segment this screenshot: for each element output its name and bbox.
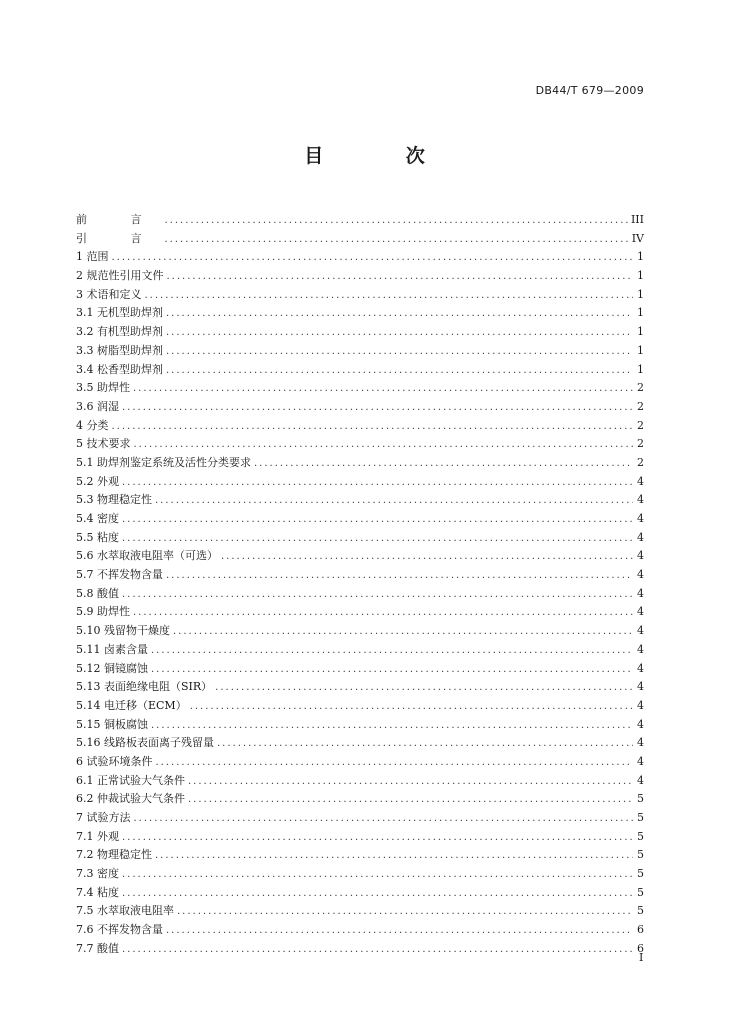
toc-entry-label: 5.11 卤素含量 bbox=[76, 642, 148, 656]
toc-entry-label: 5.10 残留物干燥度 bbox=[76, 624, 170, 638]
toc-leader-dots bbox=[188, 773, 633, 792]
toc-leader-dots bbox=[145, 287, 634, 306]
toc-leader-dots bbox=[166, 567, 633, 586]
toc-entry-page: 4 bbox=[637, 773, 644, 787]
toc-entry-page: 5 bbox=[637, 885, 644, 899]
toc-entry-page: 2 bbox=[637, 455, 644, 469]
toc-entry-page: IV bbox=[631, 231, 644, 245]
toc-entry[interactable] bbox=[76, 678, 644, 697]
toc-entry[interactable] bbox=[76, 790, 644, 809]
toc-entry-label: 5.9 助焊性 bbox=[76, 605, 130, 619]
toc-entry-label: 5.8 酸值 bbox=[76, 586, 119, 600]
toc-leader-dots bbox=[166, 922, 633, 941]
toc-entry[interactable] bbox=[76, 379, 644, 398]
toc-entry-label: 7.3 密度 bbox=[76, 867, 119, 881]
toc-entry[interactable] bbox=[76, 660, 644, 679]
toc-entry-label: 5.14 电迁移（ECM） bbox=[76, 698, 187, 712]
toc-entry-label: 5 技术要求 bbox=[76, 437, 131, 451]
toc-entry[interactable] bbox=[76, 940, 644, 959]
toc-leader-dots bbox=[215, 679, 633, 698]
toc-leader-dots bbox=[122, 474, 633, 493]
toc-entry-label: 6.1 正常试验大气条件 bbox=[76, 773, 185, 787]
toc-entry-page: 5 bbox=[637, 867, 644, 881]
toc-leader-dots bbox=[166, 305, 633, 324]
toc-entry-label: 5.3 物理稳定性 bbox=[76, 493, 152, 507]
toc-entry[interactable] bbox=[76, 772, 644, 791]
toc-entry-label: 5.7 不挥发物含量 bbox=[76, 568, 163, 582]
toc-leader-dots bbox=[188, 791, 633, 810]
toc-entry-label: 5.13 表面绝缘电阻（SIR） bbox=[76, 680, 213, 694]
toc-leader-dots bbox=[166, 362, 633, 381]
toc-leader-dots bbox=[165, 212, 628, 231]
toc-entry[interactable] bbox=[76, 286, 644, 305]
toc-entry[interactable] bbox=[76, 753, 644, 772]
toc-entry-label: 1 范围 bbox=[76, 250, 109, 264]
toc-entry-page: 4 bbox=[637, 642, 644, 656]
toc-entry-page: III bbox=[630, 213, 644, 226]
toc-entry[interactable] bbox=[76, 473, 644, 492]
toc-entry-label: 5.1 助焊剂鉴定系统及活性分类要求 bbox=[76, 455, 251, 469]
page-number: I bbox=[639, 951, 644, 964]
toc-entry[interactable] bbox=[76, 417, 644, 436]
toc-entry-page: 4 bbox=[637, 717, 644, 731]
toc-entry-label: 5.15 铜板腐蚀 bbox=[76, 717, 148, 731]
toc-leader-dots bbox=[134, 810, 634, 829]
toc-entry[interactable] bbox=[76, 323, 644, 342]
toc-entry-page: 2 bbox=[637, 418, 644, 432]
toc-entry[interactable] bbox=[76, 398, 644, 417]
toc-entry[interactable] bbox=[76, 435, 644, 454]
toc-entry-page: 4 bbox=[637, 549, 644, 563]
toc-entry-label: 5.6 水萃取液电阻率（可选） bbox=[76, 549, 218, 563]
toc-leader-dots bbox=[221, 548, 633, 567]
toc-entry[interactable] bbox=[76, 248, 644, 267]
toc-entry[interactable] bbox=[76, 641, 644, 660]
toc-entry-page: 4 bbox=[637, 493, 644, 507]
toc-entry-label: 7.7 酸值 bbox=[76, 941, 119, 955]
toc-entry-page: 1 bbox=[637, 362, 644, 376]
toc-entry-label: 3.4 松香型助焊剂 bbox=[76, 362, 163, 376]
toc-entry-label: 6 试验环境条件 bbox=[76, 754, 153, 768]
page-title: 目 次 bbox=[304, 145, 463, 167]
table-of-contents bbox=[76, 211, 644, 959]
toc-entry-label: 7.6 不挥发物含量 bbox=[76, 923, 163, 937]
toc-leader-dots bbox=[155, 847, 633, 866]
toc-entry[interactable] bbox=[76, 585, 644, 604]
toc-entry[interactable] bbox=[76, 454, 644, 473]
toc-leader-dots bbox=[165, 231, 629, 250]
toc-entry-page: 4 bbox=[637, 568, 644, 582]
toc-leader-dots bbox=[151, 661, 633, 680]
toc-entry-label: 3.1 无机型助焊剂 bbox=[76, 306, 163, 320]
toc-entry-page: 1 bbox=[637, 269, 644, 283]
toc-entry-page: 1 bbox=[637, 306, 644, 320]
toc-entry-page: 4 bbox=[637, 512, 644, 525]
toc-entry[interactable] bbox=[76, 267, 644, 286]
toc-entry[interactable] bbox=[76, 622, 644, 641]
toc-entry-label: 7.4 粘度 bbox=[76, 885, 119, 899]
toc-leader-dots bbox=[166, 324, 633, 343]
toc-entry-page: 4 bbox=[637, 605, 644, 619]
toc-entry[interactable] bbox=[76, 716, 644, 735]
toc-entry-page: 5 bbox=[637, 848, 644, 862]
toc-leader-dots bbox=[151, 717, 633, 736]
toc-entry[interactable] bbox=[76, 491, 644, 510]
toc-entry-page: 4 bbox=[637, 624, 644, 638]
toc-leader-dots bbox=[122, 530, 633, 549]
toc-entry[interactable] bbox=[76, 884, 644, 903]
toc-entry-page: 1 bbox=[637, 325, 644, 339]
toc-entry-page: 4 bbox=[637, 586, 644, 600]
toc-entry-page: 5 bbox=[637, 811, 644, 824]
toc-entry[interactable] bbox=[76, 529, 644, 548]
toc-leader-dots bbox=[133, 380, 633, 399]
toc-leader-dots bbox=[112, 418, 634, 437]
toc-entry-label: 3.3 树脂型助焊剂 bbox=[76, 343, 163, 357]
toc-entry-label: 4 分类 bbox=[76, 418, 109, 432]
toc-entry[interactable] bbox=[76, 211, 644, 230]
toc-entry-page: 4 bbox=[637, 474, 644, 488]
toc-entry-label: 3.2 有机型助焊剂 bbox=[76, 325, 163, 339]
toc-leader-dots bbox=[190, 698, 633, 717]
toc-entry-label: 5.12 铜镜腐蚀 bbox=[76, 661, 148, 675]
toc-entry[interactable] bbox=[76, 304, 644, 323]
toc-entry[interactable] bbox=[76, 697, 644, 716]
toc-leader-dots bbox=[177, 903, 633, 922]
toc-entry[interactable] bbox=[76, 342, 644, 361]
toc-entry[interactable] bbox=[76, 547, 644, 566]
toc-leader-dots bbox=[122, 511, 633, 530]
toc-entry[interactable] bbox=[76, 828, 644, 847]
toc-leader-dots bbox=[173, 623, 633, 642]
toc-entry-label: 5.2 外观 bbox=[76, 474, 119, 488]
toc-entry[interactable] bbox=[76, 566, 644, 585]
toc-entry-page: 2 bbox=[637, 399, 644, 413]
toc-leader-dots bbox=[122, 586, 633, 605]
toc-entry[interactable] bbox=[76, 865, 644, 884]
toc-entry-page: 4 bbox=[637, 698, 644, 712]
toc-leader-dots bbox=[133, 604, 633, 623]
toc-leader-dots bbox=[122, 866, 633, 885]
toc-entry-page: 5 bbox=[637, 829, 644, 843]
toc-entry-label: 7 试验方法 bbox=[76, 811, 131, 824]
toc-entry-label: 5.5 粘度 bbox=[76, 530, 119, 544]
toc-entry-label: 3.5 助焊性 bbox=[76, 381, 130, 395]
toc-entry-page: 2 bbox=[637, 437, 644, 451]
toc-entry-label: 7.5 水萃取液电阻率 bbox=[76, 904, 174, 918]
toc-leader-dots bbox=[122, 829, 633, 848]
toc-entry-label: 2 规范性引用文件 bbox=[76, 269, 164, 283]
toc-entry-label: 5.16 线路板表面离子残留量 bbox=[76, 736, 214, 750]
toc-entry-page: 4 bbox=[637, 754, 644, 768]
toc-entry-page: 4 bbox=[637, 680, 644, 694]
toc-entry-page: 2 bbox=[637, 381, 644, 395]
toc-entry-page: 6 bbox=[637, 941, 644, 955]
toc-leader-dots bbox=[166, 343, 633, 362]
toc-entry[interactable] bbox=[76, 809, 644, 828]
toc-entry-label: 3.6 润湿 bbox=[76, 399, 119, 413]
toc-leader-dots bbox=[156, 754, 634, 773]
toc-entry[interactable] bbox=[76, 734, 644, 753]
toc-leader-dots bbox=[122, 399, 633, 418]
toc-entry-page: 5 bbox=[637, 792, 644, 806]
toc-leader-dots bbox=[134, 436, 634, 455]
toc-entry-page: 4 bbox=[637, 661, 644, 675]
toc-leader-dots bbox=[155, 492, 633, 511]
toc-entry-label: 6.2 仲裁试验大气条件 bbox=[76, 792, 185, 806]
toc-entry[interactable] bbox=[76, 361, 644, 380]
toc-entry-page: 1 bbox=[637, 343, 644, 357]
toc-entry[interactable] bbox=[76, 510, 644, 529]
toc-entry[interactable] bbox=[76, 902, 644, 921]
toc-entry-page: 6 bbox=[637, 923, 644, 937]
toc-leader-dots bbox=[167, 268, 634, 287]
toc-leader-dots bbox=[122, 885, 633, 904]
toc-leader-dots bbox=[151, 642, 633, 661]
toc-entry-page: 5 bbox=[637, 904, 644, 918]
toc-leader-dots bbox=[254, 455, 633, 474]
toc-leader-dots bbox=[112, 249, 634, 268]
toc-entry-label: 7.2 物理稳定性 bbox=[76, 848, 152, 862]
toc-entry-page: 4 bbox=[637, 530, 644, 544]
toc-entry[interactable] bbox=[76, 846, 644, 865]
toc-entry-label: 引 言 bbox=[76, 231, 162, 245]
toc-entry[interactable] bbox=[76, 921, 644, 940]
toc-entry-page: 1 bbox=[637, 287, 644, 301]
toc-entry-label: 前 言 bbox=[76, 213, 162, 226]
toc-entry-label: 5.4 密度 bbox=[76, 512, 119, 525]
toc-entry-page: 4 bbox=[637, 736, 644, 750]
toc-leader-dots bbox=[122, 941, 633, 960]
toc-entry[interactable] bbox=[76, 603, 644, 622]
toc-leader-dots bbox=[217, 735, 633, 754]
toc-entry-label: 3 术语和定义 bbox=[76, 287, 142, 301]
toc-entry-label: 7.1 外观 bbox=[76, 829, 119, 843]
document-code: DB44/T 679—2009 bbox=[535, 84, 644, 97]
toc-entry[interactable] bbox=[76, 230, 644, 249]
toc-entry-page: 1 bbox=[637, 250, 644, 264]
